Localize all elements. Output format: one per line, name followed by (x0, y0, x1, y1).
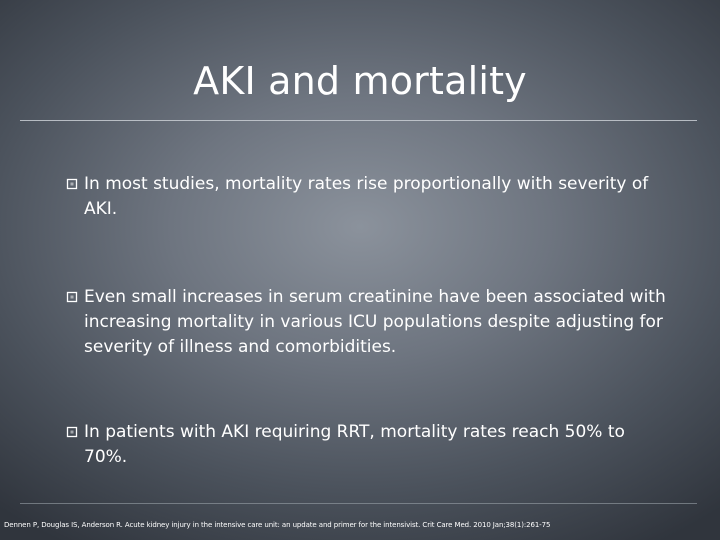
bullet-text: Even small increases in serum creatinine have been associated with increasing mortality in various ICU populations despite adjusting for severity of illness and comorbidities. (84, 287, 666, 357)
bullet-item (66, 420, 666, 470)
bullet-text: In patients with AKI requiring RRT, mortality rates reach 50% to 70%. (84, 422, 625, 467)
title-divider (20, 120, 697, 121)
bullet-text: In most studies, mortality rates rise proportionally with severity of AKI. (84, 174, 649, 219)
hollow-square-bullet-icon (66, 178, 78, 190)
footer-divider (20, 503, 697, 504)
slide-title: AKI and mortality (193, 59, 527, 103)
bullet-item (66, 172, 666, 222)
hollow-square-bullet-icon (66, 291, 78, 303)
bullet-item (66, 285, 666, 360)
citation: Dennen P, Douglas IS, Anderson R. Acute kidney injury in the intensive care unit: an update and primer for the intensivist. Crit Care Med. 2010 Jan;38(1):261-75 (4, 521, 551, 529)
hollow-square-bullet-icon (66, 426, 78, 438)
